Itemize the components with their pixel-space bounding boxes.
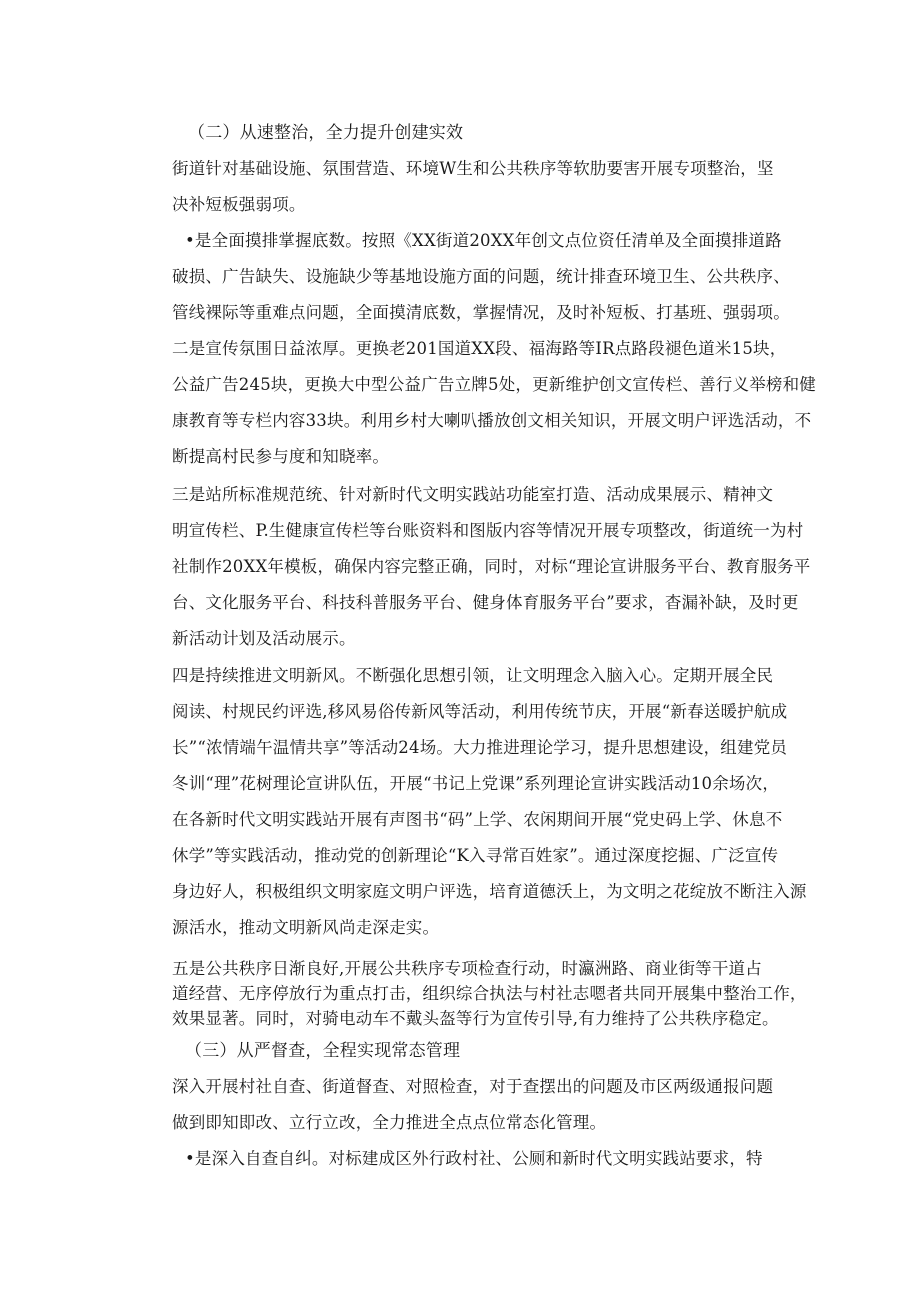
section-2-intro-line-2: 决补短板强弱项。	[172, 195, 306, 214]
section-3-heading: （三）从严督查，全程实现常态管理	[185, 1041, 461, 1061]
item-2-line-2: 公益广告245块，更换大中型公益广告立牌5处，更新维护创文宣传栏、善行义举榜和健	[172, 375, 816, 394]
item-5-line-1: 五是公共秩序日渐良好,开展公共秩序专项检查行动，时瀛洲路、商业街等干道占	[172, 959, 762, 978]
item-6-line-1: •是深入自查自纠。对标建成区外行政村社、公厕和新时代文明实践站要求，特	[185, 1149, 763, 1168]
item-4-line-3: 长”“浓情端午温情共享”等活动24场。大力推进理论学习，提升思想建设，组建党员	[172, 738, 788, 757]
item-5-line-3: 效果显著。同时，对骑电动车不戴头盔等行为宣传引导,有力维持了公共秩序稳定。	[172, 1009, 779, 1028]
item-4-line-4: 冬训“理”花树理论宣讲队伍，开展“书记上党课”系列理论宣讲实践活动10余场次，	[172, 774, 780, 793]
item-3-line-2: 明宣传栏、P.生健康宣传栏等台账资料和图版内容等情况开展专项整改，街道统一为村	[172, 521, 804, 540]
item-4-line-6: 休学”等实践活动，推动党的创新理论“K入寻常百姓家”。通过深度挖掘、广泛宣传	[172, 846, 779, 865]
item-3-line-4: 台、文化服务平台、科技科普服务平台、健身体育服务平台”要求，杳漏补缺，及时更	[172, 593, 799, 612]
section-3-intro-line-1: 深入开展村社自查、街道督查、对照检查，对于查摆出的问题及市区两级通报问题	[172, 1077, 774, 1096]
item-4-line-5: 在各新时代文明实践站开展有声图书“码”上学、农闲期间开展“党史码上学、休息不	[172, 810, 783, 829]
section-2-intro-line-1: 街道针对基础设施、氛围营造、环境W生和公共秩序等软肋要害开展专项整治，坚	[172, 159, 774, 178]
item-2-line-3: 康教育等专栏内容33块。利用乡村大喇叭播放创文相关知识，开展文明户评选活动，不	[172, 411, 812, 430]
item-2-line-4: 断提高村民参与度和知晓率。	[172, 447, 390, 466]
item-4-line-1: 四是持续推进文明新风。不断强化思想引领，让文明理念入脑入心。定期开展全民	[172, 666, 774, 685]
item-3-line-1: 三是站所标准规范统、针对新时代文明实践站功能室打造、活动成果展示、精神文	[172, 485, 774, 504]
section-3-intro-line-2: 做到即知即改、立行立改，全力推进全点点位常态化管理。	[172, 1113, 607, 1132]
item-3-line-5: 新活动计划及活动展示。	[172, 629, 356, 648]
item-1-line-2: 破损、广告缺失、设施缺少等基地设施方面的问题，统计排查环境卫生、公共秩序、	[172, 267, 790, 286]
item-5-line-2: 道经营、无序停放行为重点打击，组织综合执法与村社志嗯者共同开展集中整治工作，	[172, 984, 807, 1003]
item-4-line-2: 阅读、村规民约评选,移风易俗传新风等活动，利用传统节庆，开展“新春送暖护航成	[172, 702, 788, 721]
item-1-line-1: •是全面摸排掌握底数。按照《XX街道20XX年创文点位资任清单及全面摸排道路	[185, 231, 782, 250]
item-4-line-7: 身边好人，积极组织文明家庭文明户评选，培育道德沃上，为文明之花绽放不断注入源	[172, 882, 807, 901]
item-1-line-3: 管线裸际等重难点问题，全面摸清底数，掌握情况，及时补短板、打基班、强弱项。	[172, 303, 790, 322]
item-3-line-3: 社制作20XX年模板，确保内容完整正确，同时，对标“理论宣讲服务平台、教育服务平	[172, 557, 811, 576]
item-4-line-8: 源活水，推动文明新风尚走深走实。	[172, 918, 440, 937]
section-2-heading: （二）从速整治，全力提升创建实效	[188, 123, 464, 143]
item-2-line-1: 二是宣传氛围日益浓厚。更换老201国道XX段、福海路等IR点路段褪色道米15块，	[172, 339, 787, 358]
